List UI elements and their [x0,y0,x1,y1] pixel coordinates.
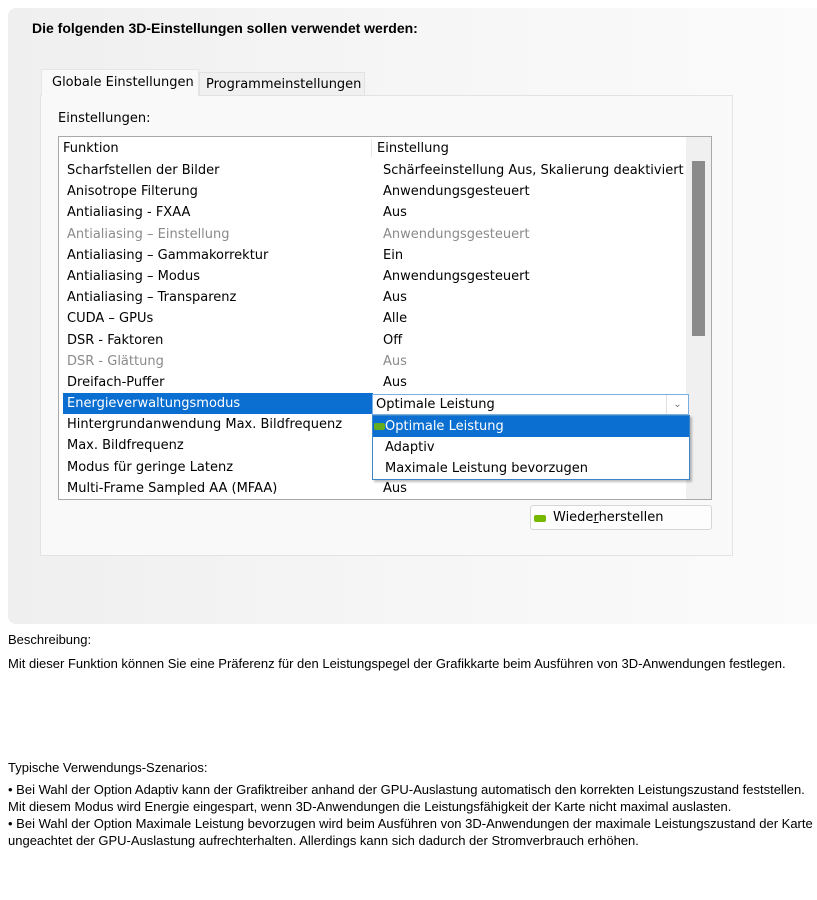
scenario-item: • Bei Wahl der Option Maximale Leistung bevorzugen wird beim Ausführen von 3D-Anwendungen der maximale Leistungszustand der Karte ungeachtet der GPU-Auslastung aufrechterhalten. Allerdings kann sich dadurch der Stromverbrauch erhöhen. [8,816,813,848]
table-row[interactable] [59,308,686,329]
table-row[interactable] [59,266,686,287]
power-mode-dropdown [372,415,690,480]
header-filler [686,137,712,159]
row-setting: Anwendungsgesteuert [383,226,530,242]
row-function: Anisotrope Filterung [67,184,198,200]
table-row[interactable] [59,330,686,351]
row-setting: Anwendungsgesteuert [383,268,530,284]
description-text: Mit dieser Funktion können Sie eine Präferenz für den Leistungspegel der Grafikkarte beim Ausführen von 3D-Anwendungen festlegen. [8,656,786,671]
table-row[interactable] [59,287,686,308]
column-header-setting[interactable]: Einstellung [377,141,449,156]
table-row[interactable] [59,372,686,393]
table-row[interactable] [59,160,686,181]
scenario-item: • Bei Wahl der Option Adaptiv kann der Grafiktreiber anhand der GPU-Auslastung automatisch den korrekten Leistungszustand feststellen. Mit diesem Modus wird Energie eingespart, wenn 3D-Anwendungen die Leistungsfähigkeit der Karte nicht maximal auslasten. [8,782,805,814]
scenarios-text [8,781,813,849]
row-function: Max. Bildfrequenz [67,438,184,454]
option-label: Maximale Leistung bevorzugen [385,461,589,476]
row-function: Multi-Frame Sampled AA (MFAA) [67,480,278,496]
list-header [59,137,686,159]
row-function: DSR - Faktoren [67,332,164,348]
dropdown-option-optimal[interactable] [373,416,689,437]
row-function: Antialiasing – Gammakorrektur [67,247,269,263]
tab-global-settings[interactable]: Globale Einstellungen [41,69,199,96]
row-function: Hintergrundanwendung Max. Bildfrequenz [67,417,343,433]
row-function: Energieverwaltungsmodus [63,393,373,414]
row-setting: Aus [383,374,407,390]
row-setting: Aus [383,290,407,306]
restore-label: Wiederherstellen [553,510,664,525]
row-setting: Ein [383,247,404,263]
power-mode-combobox[interactable] [372,394,689,415]
settings-label: Einstellungen: [58,111,151,126]
scenarios-label: Typische Verwendungs-Szenarios: [8,760,208,775]
description-label: Beschreibung: [8,632,92,647]
row-setting: Aus [383,480,407,496]
row-function: DSR - Glättung [67,353,164,369]
row-setting: Aus [383,205,407,221]
scrollbar-thumb[interactable] [692,161,705,336]
row-function: Antialiasing – Transparenz [67,290,237,306]
option-label: Optimale Leistung [385,419,504,434]
dropdown-option-adaptive[interactable] [373,437,689,458]
table-row[interactable] [59,351,686,372]
combobox-value: Optimale Leistung [376,397,495,412]
dropdown-option-max-performance[interactable] [373,458,689,479]
table-row[interactable] [59,181,686,202]
chevron-down-icon[interactable]: ⌄ [666,395,688,414]
nvidia-icon [534,515,546,522]
table-row[interactable] [59,202,686,223]
row-function: CUDA – GPUs [67,311,154,327]
tab-program-settings[interactable]: Programmeinstellungen [199,72,365,96]
table-row[interactable] [59,478,686,499]
table-row[interactable] [59,224,686,245]
row-function: Modus für geringe Latenz [67,459,234,475]
row-setting: Alle [383,311,408,327]
option-label: Adaptiv [385,440,435,455]
table-row[interactable] [59,245,686,266]
row-function: Dreifach-Puffer [67,374,165,390]
column-divider[interactable] [371,139,372,157]
restore-button[interactable] [530,505,712,530]
column-header-function[interactable]: Funktion [63,141,119,156]
row-function: Antialiasing – Einstellung [67,226,230,242]
row-function: Scharfstellen der Bilder [67,163,220,178]
nvidia-icon [374,423,385,430]
page-title: Die folgenden 3D-Einstellungen sollen verwendet werden: [32,20,418,36]
row-setting: Aus [383,353,407,369]
row-setting: Anwendungsgesteuert [383,184,530,200]
row-function: Antialiasing – Modus [67,268,201,284]
row-function: Antialiasing - FXAA [67,205,191,221]
row-setting: Off [383,332,403,348]
row-setting: Schärfeeinstellung Aus, Skalierung deaktiviert [383,163,684,178]
